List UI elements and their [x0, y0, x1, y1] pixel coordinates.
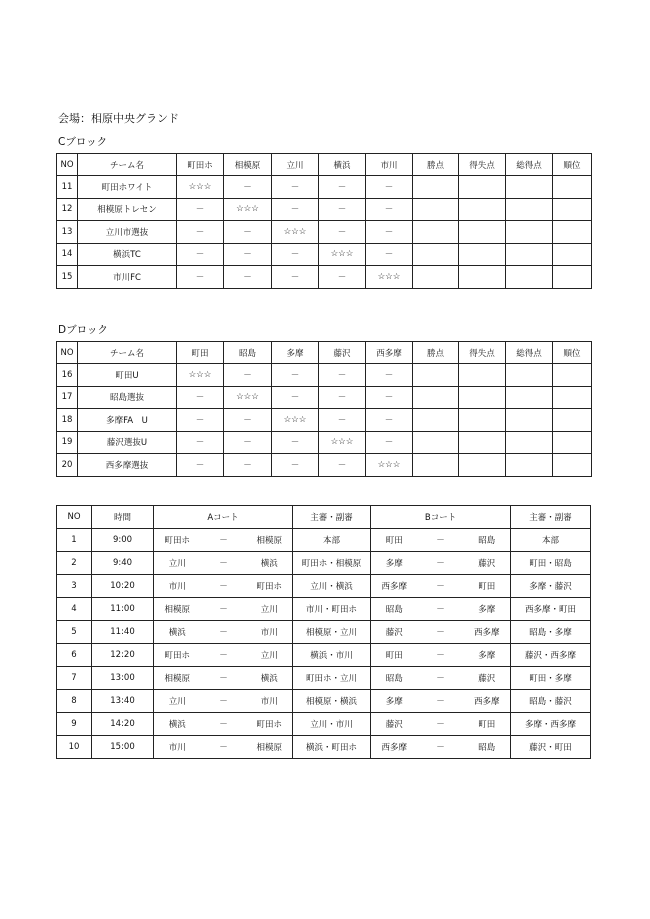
- result-cell: －: [272, 198, 319, 221]
- standing-cell: [459, 431, 506, 454]
- column-header: 横浜: [319, 154, 366, 176]
- table-row: [57, 364, 592, 387]
- b-court-referees: 藤沢・町田: [511, 736, 591, 759]
- result-cell: －: [366, 176, 413, 199]
- column-header: NO: [57, 506, 92, 529]
- schedule-table: [56, 505, 591, 759]
- standing-cell: [553, 221, 592, 244]
- result-cell: －: [319, 386, 366, 409]
- result-cell: ☆☆☆: [177, 176, 224, 199]
- column-header: 藤沢: [319, 342, 366, 364]
- b-court-team1: 多摩: [371, 690, 418, 713]
- b-court-separator: －: [418, 690, 464, 713]
- standing-cell: [553, 364, 592, 387]
- table-row: [57, 221, 592, 244]
- b-court-separator: －: [418, 736, 464, 759]
- b-court-team2: 多摩: [464, 644, 511, 667]
- standing-cell: [459, 176, 506, 199]
- b-court-separator: －: [418, 644, 464, 667]
- result-cell: －: [177, 243, 224, 266]
- result-cell: －: [319, 364, 366, 387]
- column-header: Aコート: [154, 506, 293, 529]
- b-court-team1: 西多摩: [371, 736, 418, 759]
- header-row: [57, 506, 591, 529]
- standing-cell: [553, 243, 592, 266]
- result-cell: －: [366, 364, 413, 387]
- team-number: 18: [57, 409, 78, 432]
- a-court-team1: 町田ホ: [154, 644, 201, 667]
- standing-cell: [553, 409, 592, 432]
- b-court-referees: 町田・多摩: [511, 667, 591, 690]
- result-cell: －: [224, 221, 272, 244]
- result-cell: －: [272, 364, 319, 387]
- team-name: 相模原トレセン: [78, 198, 177, 221]
- result-cell: －: [177, 266, 224, 289]
- column-header: NO: [57, 342, 78, 364]
- column-header: 市川: [366, 154, 413, 176]
- result-cell: ☆☆☆: [224, 386, 272, 409]
- a-court-separator: －: [201, 736, 247, 759]
- a-court-referees: 町田ホ・相模原: [293, 552, 371, 575]
- match-number: 1: [57, 529, 92, 552]
- column-header: 主審・副審: [511, 506, 591, 529]
- standing-cell: [459, 243, 506, 266]
- a-court-team2: 横浜: [247, 552, 293, 575]
- b-court-separator: －: [418, 529, 464, 552]
- a-court-separator: －: [201, 621, 247, 644]
- standing-cell: [553, 454, 592, 477]
- a-court-team1: 立川: [154, 552, 201, 575]
- block-d-table: [56, 341, 592, 477]
- standing-cell: [459, 364, 506, 387]
- result-cell: ☆☆☆: [319, 243, 366, 266]
- team-number: 14: [57, 243, 78, 266]
- b-court-referees: 多摩・藤沢: [511, 575, 591, 598]
- b-court-separator: －: [418, 713, 464, 736]
- b-court-team2: 藤沢: [464, 667, 511, 690]
- a-court-separator: －: [201, 690, 247, 713]
- b-court-separator: －: [418, 667, 464, 690]
- team-name: 町田U: [78, 364, 177, 387]
- table-row: [57, 736, 591, 759]
- team-number: 17: [57, 386, 78, 409]
- b-court-team1: 昭島: [371, 667, 418, 690]
- team-name: 藤沢選抜U: [78, 431, 177, 454]
- result-cell: －: [272, 454, 319, 477]
- b-court-team2: 西多摩: [464, 690, 511, 713]
- b-court-separator: －: [418, 575, 464, 598]
- standing-cell: [553, 198, 592, 221]
- b-court-team1: 藤沢: [371, 621, 418, 644]
- block-c-label: Cブロック: [58, 136, 108, 148]
- result-cell: ☆☆☆: [319, 431, 366, 454]
- a-court-referees: 横浜・町田ホ: [293, 736, 371, 759]
- a-court-team2: 市川: [247, 621, 293, 644]
- match-time: 11:40: [92, 621, 154, 644]
- result-cell: －: [319, 454, 366, 477]
- a-court-team1: 立川: [154, 690, 201, 713]
- b-court-separator: －: [418, 621, 464, 644]
- column-header: チーム名: [78, 154, 177, 176]
- a-court-referees: 立川・市川: [293, 713, 371, 736]
- header-row: [57, 154, 592, 176]
- a-court-team1: 横浜: [154, 621, 201, 644]
- result-cell: ☆☆☆: [272, 409, 319, 432]
- table-row: [57, 552, 591, 575]
- match-time: 13:40: [92, 690, 154, 713]
- b-court-referees: 藤沢・西多摩: [511, 644, 591, 667]
- b-court-referees: 町田・昭島: [511, 552, 591, 575]
- result-cell: －: [224, 243, 272, 266]
- standing-cell: [553, 266, 592, 289]
- result-cell: －: [272, 386, 319, 409]
- b-court-team2: 多摩: [464, 598, 511, 621]
- standing-cell: [459, 409, 506, 432]
- a-court-referees: 町田ホ・立川: [293, 667, 371, 690]
- result-cell: －: [319, 266, 366, 289]
- table-row: [57, 454, 592, 477]
- team-number: 15: [57, 266, 78, 289]
- column-header: 西多摩: [366, 342, 413, 364]
- a-court-team1: 市川: [154, 736, 201, 759]
- b-court-referees: 昭島・藤沢: [511, 690, 591, 713]
- table-row: [57, 243, 592, 266]
- result-cell: ☆☆☆: [177, 364, 224, 387]
- table-row: [57, 621, 591, 644]
- team-number: 12: [57, 198, 78, 221]
- team-number: 19: [57, 431, 78, 454]
- a-court-team1: 町田ホ: [154, 529, 201, 552]
- table-row: [57, 431, 592, 454]
- column-header: 勝点: [413, 342, 459, 364]
- column-header: 相模原: [224, 154, 272, 176]
- a-court-team2: 立川: [247, 598, 293, 621]
- venue-title: 会場：相原中央グランド: [58, 112, 179, 125]
- block-d-label: Dブロック: [58, 324, 108, 336]
- standing-cell: [413, 243, 459, 266]
- table-row: [57, 575, 591, 598]
- result-cell: －: [224, 364, 272, 387]
- table-row: [57, 529, 591, 552]
- result-cell: －: [319, 221, 366, 244]
- table-row: [57, 713, 591, 736]
- standing-cell: [413, 454, 459, 477]
- result-cell: －: [366, 198, 413, 221]
- match-number: 6: [57, 644, 92, 667]
- b-court-team2: 町田: [464, 575, 511, 598]
- block-c-table: [56, 153, 592, 289]
- result-cell: －: [224, 409, 272, 432]
- b-court-separator: －: [418, 598, 464, 621]
- result-cell: ☆☆☆: [366, 266, 413, 289]
- match-number: 5: [57, 621, 92, 644]
- column-header: 主審・副審: [293, 506, 371, 529]
- standing-cell: [506, 454, 553, 477]
- result-cell: ☆☆☆: [272, 221, 319, 244]
- result-cell: －: [177, 386, 224, 409]
- standing-cell: [506, 431, 553, 454]
- team-name: 市川FC: [78, 266, 177, 289]
- match-number: 7: [57, 667, 92, 690]
- b-court-separator: －: [418, 552, 464, 575]
- result-cell: －: [319, 198, 366, 221]
- standing-cell: [413, 409, 459, 432]
- a-court-team2: 町田ホ: [247, 575, 293, 598]
- standing-cell: [553, 176, 592, 199]
- a-court-team2: 町田ホ: [247, 713, 293, 736]
- team-number: 16: [57, 364, 78, 387]
- column-header: 町田ホ: [177, 154, 224, 176]
- a-court-team2: 横浜: [247, 667, 293, 690]
- result-cell: －: [224, 431, 272, 454]
- b-court-team1: 昭島: [371, 598, 418, 621]
- standing-cell: [506, 409, 553, 432]
- a-court-referees: 市川・町田ホ: [293, 598, 371, 621]
- match-number: 4: [57, 598, 92, 621]
- b-court-team2: 昭島: [464, 736, 511, 759]
- column-header: 町田: [177, 342, 224, 364]
- column-header: 得失点: [459, 342, 506, 364]
- a-court-separator: －: [201, 644, 247, 667]
- standing-cell: [506, 221, 553, 244]
- b-court-referees: 昭島・多摩: [511, 621, 591, 644]
- result-cell: －: [224, 176, 272, 199]
- column-header: 順位: [553, 154, 592, 176]
- a-court-separator: －: [201, 529, 247, 552]
- standing-cell: [413, 266, 459, 289]
- result-cell: －: [272, 243, 319, 266]
- column-header: 昭島: [224, 342, 272, 364]
- standing-cell: [413, 364, 459, 387]
- result-cell: ☆☆☆: [224, 198, 272, 221]
- b-court-team2: 町田: [464, 713, 511, 736]
- a-court-separator: －: [201, 713, 247, 736]
- header-row: [57, 342, 592, 364]
- b-court-team1: 多摩: [371, 552, 418, 575]
- match-number: 9: [57, 713, 92, 736]
- result-cell: －: [319, 176, 366, 199]
- b-court-team1: 藤沢: [371, 713, 418, 736]
- team-name: 西多摩選抜: [78, 454, 177, 477]
- column-header: NO: [57, 154, 78, 176]
- standing-cell: [413, 176, 459, 199]
- team-number: 20: [57, 454, 78, 477]
- a-court-team1: 相模原: [154, 598, 201, 621]
- column-header: Bコート: [371, 506, 511, 529]
- result-cell: －: [366, 431, 413, 454]
- a-court-referees: 立川・横浜: [293, 575, 371, 598]
- table-row: [57, 409, 592, 432]
- a-court-team2: 相模原: [247, 736, 293, 759]
- column-header: 総得点: [506, 342, 553, 364]
- standing-cell: [553, 431, 592, 454]
- standing-cell: [506, 198, 553, 221]
- standing-cell: [413, 431, 459, 454]
- standing-cell: [506, 243, 553, 266]
- standing-cell: [506, 386, 553, 409]
- team-name: 多摩FA U: [78, 409, 177, 432]
- column-header: 時間: [92, 506, 154, 529]
- table-row: [57, 198, 592, 221]
- b-court-team1: 町田: [371, 529, 418, 552]
- result-cell: －: [177, 431, 224, 454]
- team-number: 11: [57, 176, 78, 199]
- table-row: [57, 598, 591, 621]
- team-number: 13: [57, 221, 78, 244]
- standing-cell: [413, 221, 459, 244]
- result-cell: －: [177, 221, 224, 244]
- standing-cell: [413, 386, 459, 409]
- column-header: 得失点: [459, 154, 506, 176]
- a-court-separator: －: [201, 552, 247, 575]
- standing-cell: [459, 454, 506, 477]
- a-court-team2: 立川: [247, 644, 293, 667]
- table-row: [57, 176, 592, 199]
- a-court-team2: 市川: [247, 690, 293, 713]
- a-court-referees: 相模原・立川: [293, 621, 371, 644]
- match-number: 8: [57, 690, 92, 713]
- a-court-separator: －: [201, 667, 247, 690]
- match-time: 11:00: [92, 598, 154, 621]
- column-header: チーム名: [78, 342, 177, 364]
- a-court-team1: 横浜: [154, 713, 201, 736]
- b-court-referees: 本部: [511, 529, 591, 552]
- a-court-referees: 本部: [293, 529, 371, 552]
- team-name: 昭島選抜: [78, 386, 177, 409]
- standing-cell: [459, 198, 506, 221]
- a-court-separator: －: [201, 575, 247, 598]
- column-header: 勝点: [413, 154, 459, 176]
- table-row: [57, 667, 591, 690]
- b-court-team2: 西多摩: [464, 621, 511, 644]
- table-row: [57, 386, 592, 409]
- result-cell: －: [224, 266, 272, 289]
- result-cell: －: [177, 198, 224, 221]
- b-court-referees: 多摩・西多摩: [511, 713, 591, 736]
- standing-cell: [459, 386, 506, 409]
- standing-cell: [459, 266, 506, 289]
- b-court-referees: 西多摩・町田: [511, 598, 591, 621]
- result-cell: －: [177, 409, 224, 432]
- match-time: 10:20: [92, 575, 154, 598]
- column-header: 総得点: [506, 154, 553, 176]
- match-time: 13:00: [92, 667, 154, 690]
- standing-cell: [506, 176, 553, 199]
- match-number: 2: [57, 552, 92, 575]
- result-cell: ☆☆☆: [366, 454, 413, 477]
- match-number: 3: [57, 575, 92, 598]
- a-court-referees: 横浜・市川: [293, 644, 371, 667]
- column-header: 順位: [553, 342, 592, 364]
- result-cell: －: [366, 221, 413, 244]
- match-time: 9:40: [92, 552, 154, 575]
- standing-cell: [506, 266, 553, 289]
- table-row: [57, 644, 591, 667]
- standing-cell: [506, 364, 553, 387]
- result-cell: －: [366, 409, 413, 432]
- match-time: 9:00: [92, 529, 154, 552]
- match-time: 14:20: [92, 713, 154, 736]
- table-row: [57, 266, 592, 289]
- column-header: 多摩: [272, 342, 319, 364]
- standing-cell: [459, 221, 506, 244]
- match-time: 15:00: [92, 736, 154, 759]
- team-name: 横浜TC: [78, 243, 177, 266]
- team-name: 立川市選抜: [78, 221, 177, 244]
- result-cell: －: [272, 431, 319, 454]
- result-cell: －: [177, 454, 224, 477]
- match-time: 12:20: [92, 644, 154, 667]
- a-court-referees: 相模原・横浜: [293, 690, 371, 713]
- result-cell: －: [272, 176, 319, 199]
- a-court-team2: 相模原: [247, 529, 293, 552]
- column-header: 立川: [272, 154, 319, 176]
- table-row: [57, 690, 591, 713]
- result-cell: －: [272, 266, 319, 289]
- standing-cell: [553, 386, 592, 409]
- b-court-team2: 藤沢: [464, 552, 511, 575]
- result-cell: －: [224, 454, 272, 477]
- result-cell: －: [319, 409, 366, 432]
- result-cell: －: [366, 386, 413, 409]
- match-number: 10: [57, 736, 92, 759]
- standing-cell: [413, 198, 459, 221]
- result-cell: －: [366, 243, 413, 266]
- b-court-team2: 昭島: [464, 529, 511, 552]
- team-name: 町田ホワイト: [78, 176, 177, 199]
- a-court-team1: 市川: [154, 575, 201, 598]
- a-court-team1: 相模原: [154, 667, 201, 690]
- b-court-team1: 西多摩: [371, 575, 418, 598]
- b-court-team1: 町田: [371, 644, 418, 667]
- a-court-separator: －: [201, 598, 247, 621]
